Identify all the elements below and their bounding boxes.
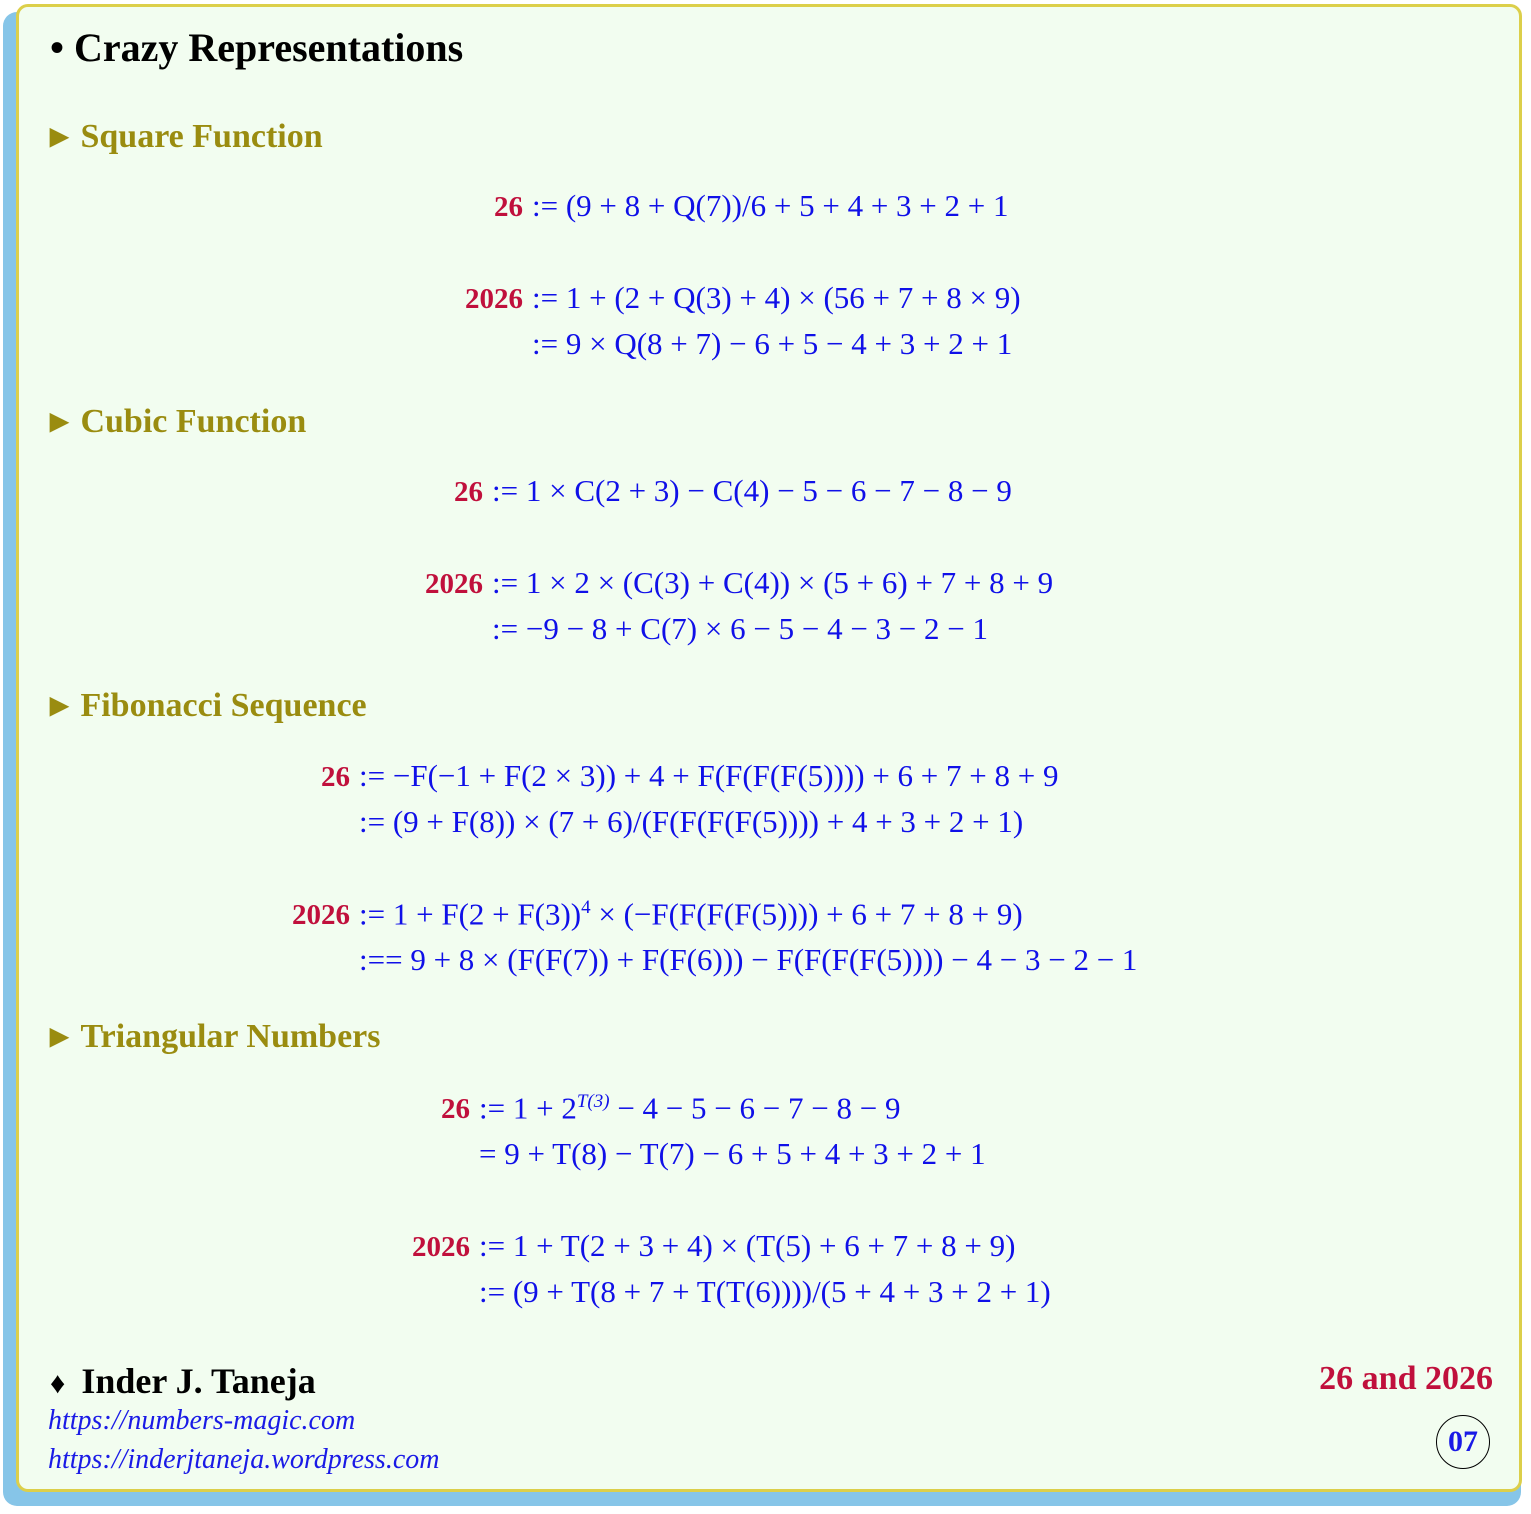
equation-label: 2026 [465, 283, 523, 315]
equation-part: − 4 − 5 − 6 − 7 − 8 − 9 [609, 1090, 901, 1126]
equation-label: 26 [441, 1093, 470, 1125]
triangle-bullet-icon: ▶ [50, 693, 69, 719]
section-heading-triangular [50, 1018, 381, 1056]
equation-line: := (9 + F(8)) × (7 + 6)/(F(F(F(F(5)))) + 4 + 3 + 2 + 1) [359, 804, 1024, 839]
author-name [50, 1360, 316, 1402]
equation-label: 2026 [425, 568, 483, 600]
equation-label: 26 [494, 191, 523, 223]
equation-line: := 1 + (2 + Q(3) + 4) × (56 + 7 + 8 × 9) [532, 280, 1021, 315]
content-card [16, 4, 1522, 1492]
equation-line: := 1 × C(2 + 3) − C(4) − 5 − 6 − 7 − 8 − 9 [492, 473, 1012, 508]
section-label: Cubic Function [80, 403, 307, 440]
equation-line: := 1 × 2 × (C(3) + C(4)) × (5 + 6) + 7 + 8 + 9 [492, 565, 1054, 600]
equation-line: := −F(−1 + F(2 × 3)) + 4 + F(F(F(F(5)))) + 6 + 7 + 8 + 9 [359, 758, 1059, 793]
equation-part: := 1 + 2 [479, 1090, 577, 1126]
exponent: T(3) [576, 1091, 610, 1112]
equation-part: × (−F(F(F(F(5)))) + 6 + 7 + 8 + 9) [590, 896, 1023, 932]
page-number-badge: 07 [1436, 1415, 1490, 1469]
equation-line: := 1 + T(2 + 3 + 4) × (T(5) + 6 + 7 + 8 + 9) [479, 1228, 1016, 1263]
equation-label: 2026 [292, 899, 350, 931]
equation-label: 26 [321, 761, 350, 793]
section-label: Fibonacci Sequence [80, 687, 367, 724]
triangle-bullet-icon: ▶ [50, 124, 69, 150]
equation-line: := −9 − 8 + C(7) × 6 − 5 − 4 − 3 − 2 − 1 [492, 611, 989, 646]
section-heading-square [50, 118, 323, 156]
equation-line [479, 1090, 901, 1126]
equation-line: := 9 × Q(8 + 7) − 6 + 5 − 4 + 3 + 2 + 1 [532, 326, 1013, 361]
equation-line: := (9 + T(8 + 7 + T(T(6))))/(5 + 4 + 3 + 2 + 1) [479, 1274, 1051, 1309]
author-label: Inder J. Taneja [81, 1361, 316, 1401]
section-label: Triangular Numbers [80, 1018, 381, 1055]
equation-label: 26 [454, 476, 483, 508]
section-label: Square Function [80, 118, 323, 155]
website-link-2[interactable]: https://inderjtaneja.wordpress.com [48, 1444, 440, 1475]
exponent: 4 [581, 897, 591, 918]
equation-line [359, 896, 1023, 932]
section-heading-fibonacci [50, 687, 367, 725]
page-title: • Crazy Representations [50, 25, 464, 70]
diamond-icon: ♦ [50, 1367, 66, 1400]
equation-line: = 9 + T(8) − T(7) − 6 + 5 + 4 + 3 + 2 + 1 [479, 1136, 986, 1171]
section-heading-cubic [50, 403, 306, 441]
equation-line: := (9 + 8 + Q(7))/6 + 5 + 4 + 3 + 2 + 1 [532, 188, 1009, 223]
equation-label: 2026 [412, 1231, 470, 1263]
website-link-1[interactable]: https://numbers-magic.com [48, 1405, 356, 1436]
triangle-bullet-icon: ▶ [50, 409, 69, 435]
equation-part: := 1 + F(2 + F(3)) [359, 896, 582, 932]
topic-title: 26 and 2026 [1319, 1360, 1493, 1397]
triangle-bullet-icon: ▶ [50, 1024, 69, 1050]
equation-line: :== 9 + 8 × (F(F(7)) + F(F(6))) − F(F(F(F(5)))) − 4 − 3 − 2 − 1 [359, 942, 1138, 977]
